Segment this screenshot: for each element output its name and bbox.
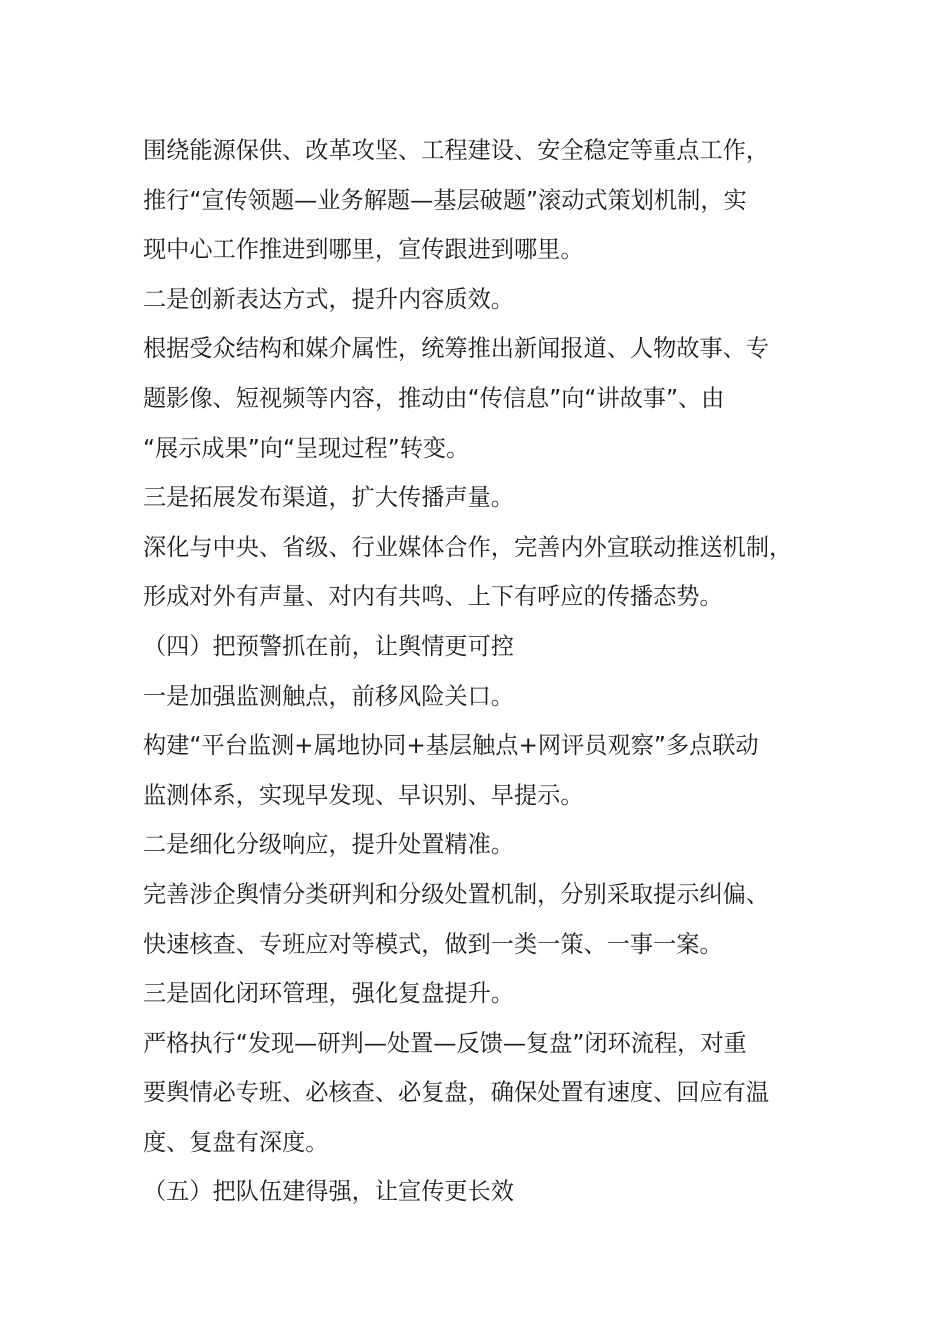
text-line: 严格执行“发现—研判—处置—反馈—复盘”闭环流程，对重 (143, 1029, 747, 1057)
section-point-heading: 二是创新表达方式，提升内容质效。 (143, 285, 514, 313)
text-line: 形成对外有声量、对内有共鸣、上下有呼应的传播态势。 (143, 583, 723, 611)
section-point-heading: 一是加强监测触点，前移风险关口。 (143, 682, 514, 710)
text-line: 度、复盘有深度。 (143, 1128, 329, 1156)
text-line: 完善涉企舆情分类研判和分级处置机制，分别采取提示纠偏、 (143, 880, 770, 908)
document-body (143, 126, 833, 1217)
text-line: 围绕能源保供、改革攻坚、工程建设、安全稳定等重点工作， (143, 137, 770, 164)
text-line: 题影像、短视频等内容，推动由“传信息”向“讲故事”、由 (143, 384, 725, 412)
text-line: 构建“平台监测+属地协同+基层触点+网评员观察”多点联动 (143, 732, 759, 760)
text-line: “展示成果”向“呈现过程”转变。 (143, 434, 470, 462)
text-line: 深化与中央、省级、行业媒体合作，完善内外宣联动推送机制， (143, 533, 793, 561)
text-line: 根据受众结构和媒介属性，统筹推出新闻报道、人物故事、专 (143, 335, 770, 363)
text-line: 要舆情必专班、必核查、必复盘，确保处置有速度、回应有温 (143, 1079, 770, 1107)
section-heading: （五）把队伍建得强，让宣传更长效 (143, 1178, 514, 1206)
section-heading: （四）把预警抓在前，让舆情更可控 (143, 632, 514, 660)
section-point-heading: 三是固化闭环管理，强化复盘提升。 (143, 980, 514, 1008)
section-point-heading: 二是细化分级响应，提升处置精准。 (143, 831, 514, 859)
text-line: 快速核查、专班应对等模式，做到一类一策、一事一案。 (143, 930, 723, 958)
text-line: 推行“宣传领题—业务解题—基层破题”滚动式策划机制，实 (143, 186, 747, 214)
text-line: 现中心工作推进到哪里，宣传跟进到哪里。 (143, 236, 584, 264)
section-point-heading: 三是拓展发布渠道，扩大传播声量。 (143, 484, 514, 512)
text-line: 监测体系，实现早发现、早识别、早提示。 (143, 781, 584, 809)
